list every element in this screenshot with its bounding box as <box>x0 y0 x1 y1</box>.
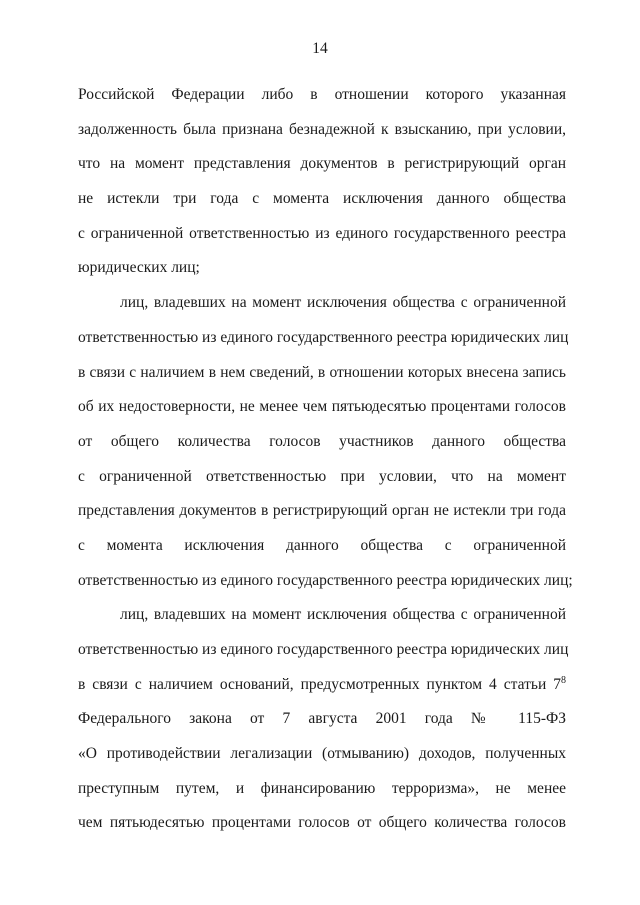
text-line: с ограниченной ответственностью из единого государственного реестра <box>78 224 566 242</box>
text-line: лиц, владевших на момент исключения общества с ограниченной <box>120 606 566 624</box>
text-line: «О противодействии легализации (отмыванию) доходов, полученных <box>78 745 566 763</box>
text-line: представления документов в регистрирующий орган не истекли три года <box>78 502 566 520</box>
body-text <box>78 78 573 841</box>
paragraph-3 <box>78 598 569 841</box>
page-number: 14 <box>312 40 328 57</box>
text-line: об их недостоверности, не менее чем пятьюдесятью процентами голосов <box>78 398 566 416</box>
text-line: ответственностью из единого государственного реестра юридических лиц <box>78 328 569 346</box>
text-line: лиц, владевших на момент исключения общества с ограниченной <box>120 294 566 312</box>
text-line: ответственностью из единого государственного реестра юридических лиц; <box>78 571 573 589</box>
superscript: 8 <box>561 674 566 686</box>
text-line: с ограниченной ответственностью при условии, что на момент <box>78 467 566 485</box>
text-line: задолженность была признана безнадежной к взысканию, при условии, <box>78 120 566 138</box>
text-line: Федерального закона от 7 августа 2001 года № 115-ФЗ <box>78 710 566 728</box>
paragraph-2 <box>78 286 573 598</box>
text-line: юридических лиц; <box>78 259 200 277</box>
text-line: от общего количества голосов участников данного общества <box>78 432 566 450</box>
text-line: преступным путем, и финансированию терроризма», не менее <box>78 779 566 797</box>
text-line: в связи с наличием в нем сведений, в отношении которых внесена запись <box>78 363 566 381</box>
text-line-content: в связи с наличием оснований, предусмотренных пунктом 4 статьи 7 <box>78 675 561 693</box>
text-line: с момента исключения данного общества с ограниченной <box>78 536 566 554</box>
text-line: ответственностью из единого государственного реестра юридических лиц <box>78 641 569 658</box>
text-line: не истекли три года с момента исключения данного общества <box>78 190 566 208</box>
text-line: Российской Федерации либо в отношении которого указанная <box>78 86 566 103</box>
text-line: что на момент представления документов в регистрирующий орган <box>78 155 566 173</box>
paragraph-1 <box>78 78 566 286</box>
text-line <box>78 668 566 703</box>
text-line: чем пятьюдесятью процентами голосов от общего количества голосов <box>78 814 566 832</box>
